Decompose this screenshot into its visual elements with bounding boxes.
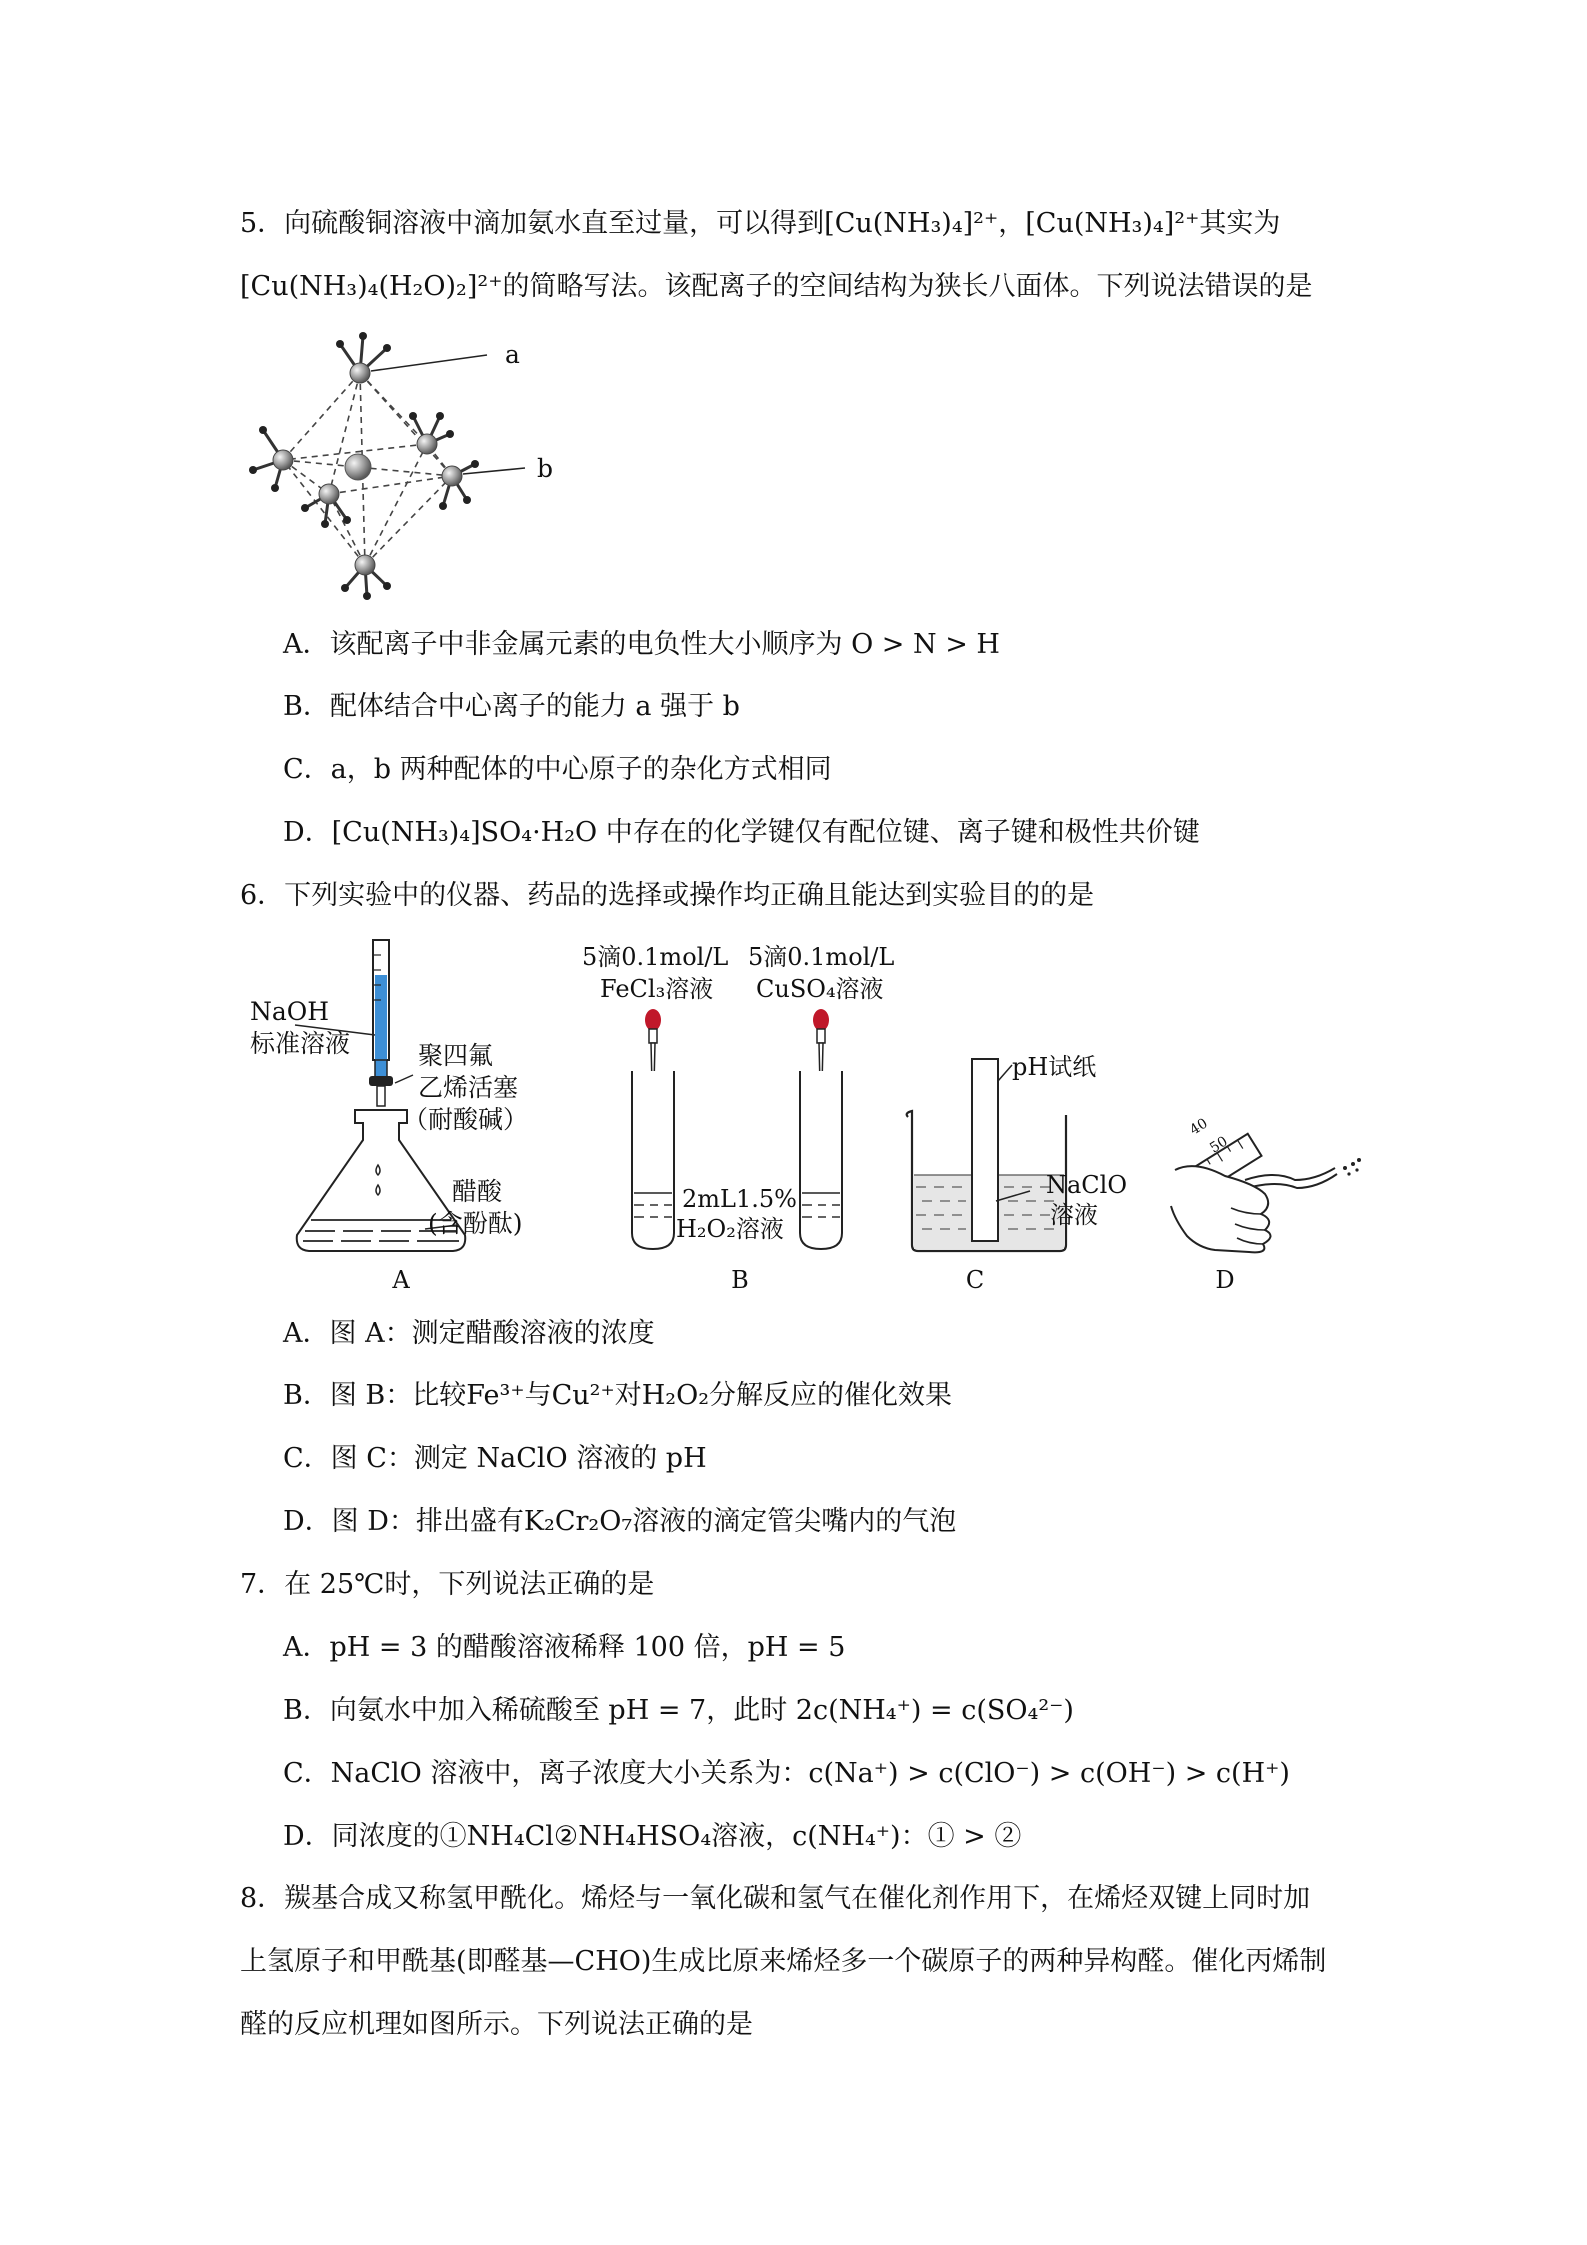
q5-stem-line1: 5．向硫酸铜溶液中滴加氨水直至过量，可以得到[Cu(NH₃)₄]²⁺，[Cu(NH₃)₄]²⁺其实为 [240, 208, 1281, 239]
fig-a-caption: A [392, 1266, 410, 1294]
figure-c-beaker [900, 1055, 1160, 1255]
fig-b-h2o2-label-2: H₂O₂溶液 [676, 1215, 784, 1243]
q7-option-c: C．NaClO 溶液中，离子浓度大小关系为：c(Na⁺) > c(ClO⁻) > c(OH⁻) > c(H⁺) [283, 1758, 1290, 1789]
q8-stem-line3: 醛的反应机理如图所示。下列说法正确的是 [240, 2009, 753, 2040]
q6-option-d: D．图 D：排出盛有K₂Cr₂O₇溶液的滴定管尖嘴内的气泡 [283, 1506, 957, 1537]
q6-option-c: C．图 C：测定 NaClO 溶液的 pH [283, 1443, 707, 1474]
fig-d-tick-50: 50 [1207, 1133, 1231, 1157]
q5-stem-line2: [Cu(NH₃)₄(H₂O)₂]²⁺的简略写法。该配离子的空间结构为狭长八面体。下列说法错误的是 [240, 271, 1313, 302]
fig-d-caption: D [1215, 1266, 1235, 1294]
q8-stem-line2: 上氢原子和甲酰基(即醛基—CHO)生成比原来烯烃多一个碳原子的两种异构醛。催化丙烯制 [240, 1946, 1327, 1977]
fig-b-fecl3-label: 5滴0.1mol/L [582, 943, 729, 971]
q5-option-d: D．[Cu(NH₃)₄]SO₄·H₂O 中存在的化学键仅有配位键、离子键和极性共价键 [283, 817, 1200, 848]
fig-b-caption: B [731, 1266, 749, 1294]
fig-c-caption: C [965, 1266, 985, 1294]
fig-a-naoh-label-2: 标准溶液 [250, 1029, 351, 1058]
fig-a-valve-label-2: 乙烯活塞 [418, 1073, 519, 1102]
fig-c-ph-paper-label: pH试纸 [1012, 1053, 1097, 1081]
q5-option-c: C．a，b 两种配体的中心原子的杂化方式相同 [283, 754, 832, 785]
fig-d-tick-40: 40 [1187, 1115, 1211, 1139]
fig-b-cuso4-label-2: CuSO₄溶液 [756, 975, 884, 1003]
q5-option-a: A．该配离子中非金属元素的电负性大小顺序为 O > N > H [283, 629, 1000, 660]
q8-stem-line1: 8．羰基合成又称氢甲酰化。烯烃与一氧化碳和氢气在催化剂作用下，在烯烃双键上同时加 [240, 1883, 1311, 1914]
q6-option-b: B．图 B：比较Fe³⁺与Cu²⁺对H₂O₂分解反应的催化效果 [283, 1380, 953, 1411]
q5-option-b: B．配体结合中心离子的能力 a 强于 b [283, 691, 740, 722]
fig-a-naoh-label: NaOH [250, 997, 330, 1026]
q6-stem: 6．下列实验中的仪器、药品的选择或操作均正确且能达到实验目的的是 [240, 880, 1095, 911]
fig-b-fecl3-label-2: FeCl₃溶液 [600, 975, 714, 1003]
fig-b-h2o2-label: 2mL1.5% [682, 1185, 797, 1213]
fig-c-naclo-label-2: 溶液 [1050, 1201, 1098, 1229]
fig-b-cuso4-label: 5滴0.1mol/L [748, 943, 895, 971]
q7-option-a: A．pH = 3 的醋酸溶液稀释 100 倍，pH = 5 [283, 1632, 846, 1663]
q7-option-b: B．向氨水中加入稀硫酸至 pH = 7，此时 2c(NH₄⁺) = c(SO₄²⁻) [283, 1695, 1074, 1726]
ligand-label-a: a [505, 340, 520, 369]
fig-a-acid-label-2: (含酚酞) [428, 1209, 523, 1238]
fig-a-valve-label-3: （耐酸碱） [403, 1105, 529, 1134]
q7-stem: 7．在 25℃时，下列说法正确的是 [240, 1569, 655, 1600]
fig-a-acid-label: 醋酸 [452, 1177, 503, 1206]
q6-option-a: A．图 A：测定醋酸溶液的浓度 [283, 1318, 655, 1349]
q7-option-d: D．同浓度的①NH₄Cl②NH₄HSO₄溶液，c(NH₄⁺)：① > ② [283, 1821, 1022, 1852]
fig-c-naclo-label: NaClO [1046, 1171, 1128, 1199]
fig-a-valve-label: 聚四氟 [418, 1041, 494, 1070]
ligand-label-b: b [537, 454, 554, 483]
octahedron-diagram [235, 330, 575, 600]
